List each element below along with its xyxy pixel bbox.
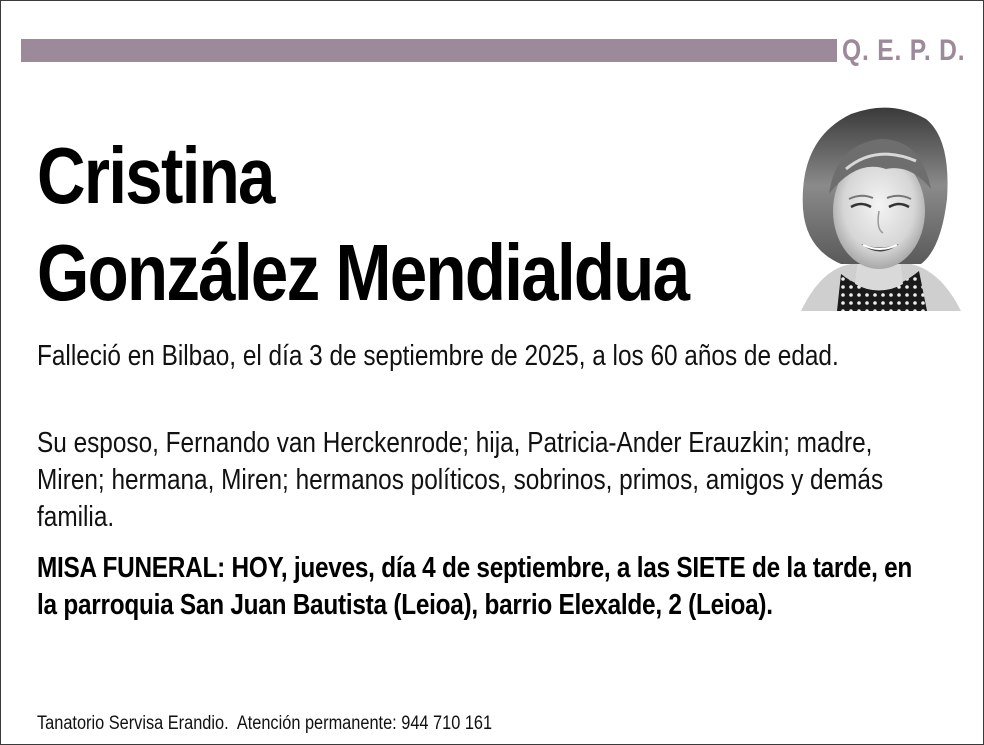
death-notice: Falleció en Bilbao, el día 3 de septiembre de 2025, a los 60 años de edad.: [37, 340, 839, 372]
portrait-photo: [791, 99, 967, 311]
deceased-first-name: Cristina: [37, 131, 274, 220]
header-decorative-bar: [21, 39, 837, 62]
qepd-label: Q. E. P. D.: [842, 34, 966, 67]
deceased-surnames: González Mendialdua: [37, 228, 689, 317]
funeral-details: MISA FUNERAL: HOY, jueves, día 4 de septiembre, a las SIETE de la tarde, en la parroquia San Juan Bautista (Leioa), barrio Elexalde, 2 (Leioa).: [37, 552, 913, 621]
family-list: Su esposo, Fernando van Herckenrode; hija, Patricia-Ander Erauzkin; madre, Miren; hermana, Miren; hermanos políticos, sobrinos, primos, amigos y demás familia.: [37, 427, 884, 533]
funeral-home-contact: Tanatorio Servisa Erandio. Atención permanente: 944 710 161: [37, 713, 493, 734]
